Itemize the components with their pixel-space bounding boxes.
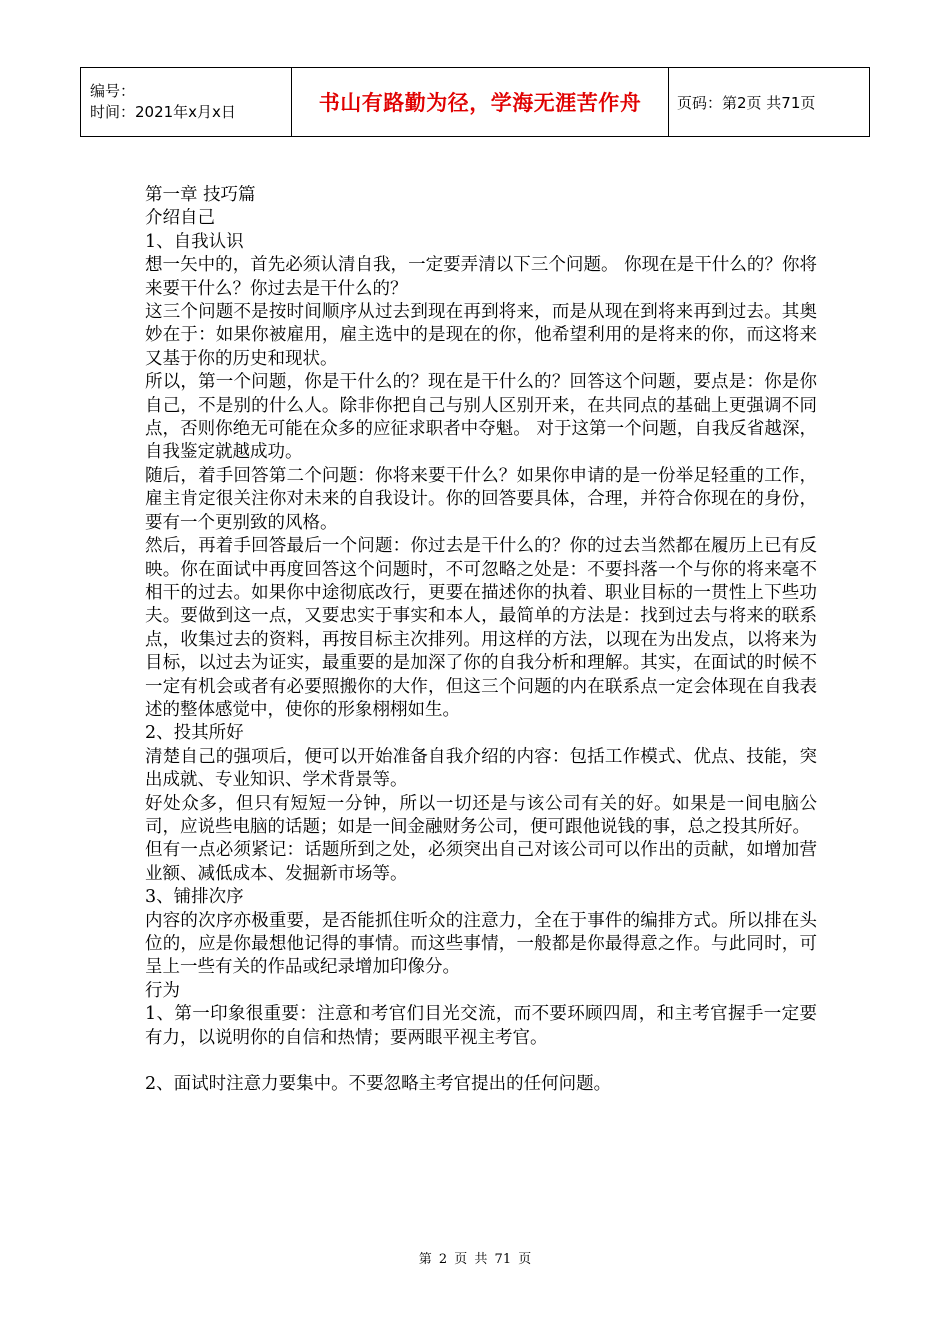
blank-line xyxy=(145,1050,817,1073)
paragraph: 但有一点必须紧记：话题所到之处，必须突出自己对该公司可以作出的贡献，如增加营业额、减低成本、发掘新市场等。 xyxy=(145,840,817,884)
page-footer: 第 2 页 共 71 页 xyxy=(418,1252,532,1267)
paragraph: 想一矢中的，首先必须认清自我，一定要弄清以下三个问题。 你现在是干什么的？你将来要干什么？你过去是干什么的？ xyxy=(145,255,817,299)
header-date-label: 时间：2021年x月x日 xyxy=(90,103,236,121)
paragraph: 所以，第一个问题，你是干什么的？现在是干什么的？回答这个问题，要点是：你是你自己，不是别的什么人。除非你把自己与别人区别开来，在共同点的基础上更强调不同点，否则你绝无可能在众多的应征求职者中夺魁。 对于这第一个问题，自我反省越深，自我鉴定就越成功。 xyxy=(145,372,817,463)
subsection-heading: 2、投其所好 xyxy=(145,723,244,744)
paragraph: 2、面试时注意力要集中。不要忽略主考官提出的任何问题。 xyxy=(145,1074,612,1095)
paragraph: 好处众多，但只有短短一分钟，所以一切还是与该公司有关的好。如果是一间电脑公司，应说些电脑的话题；如是一间金融财务公司，便可跟他说钱的事，总之投其所好。 xyxy=(145,793,817,837)
subsection-heading: 1、自我认识 xyxy=(145,231,244,252)
paragraph: 1、第一印象很重要：注意和考官们目光交流，而不要环顾四周，和主考官握手一定要有力，以说明你的自信和热情；要两眼平视主考官。 xyxy=(145,1004,817,1048)
header-number-label: 编号： xyxy=(90,82,136,100)
document-body xyxy=(145,184,817,1097)
header-motto: 书山有路勤为径，学海无涯苦作舟 xyxy=(292,68,669,137)
paragraph: 这三个问题不是按时间顺序从过去到现在再到将来，而是从现在到将来再到过去。其奥妙在于：如果你被雇用，雇主选中的是现在的你，他希望利用的是将来的你，而这将来又基于你的历史和现状。 xyxy=(145,302,817,369)
paragraph: 内容的次序亦极重要，是否能抓住听众的注意力，全在于事件的编排方式。所以排在头位的，应是你最想他记得的事情。而这些事情，一般都是你最得意之作。与此同时，可呈上一些有关的作品或纪录增加印像分。 xyxy=(145,910,817,978)
section-heading: 介绍自己 xyxy=(145,208,215,229)
paragraph: 然后，再着手回答最后一个问题：你过去是干什么的？你的过去当然都在履历上已有反映。你在面试中再度回答这个问题时，不可忽略之处是：不要抖落一个与你的将来毫不相干的过去。如果你中途彻底改行，更要在描述你的执着、职业目标的一贯性上下些功夫。要做到这一点，又要忠实于事实和本人，最简单的方法是：找到过去与将来的联系点，收集过去的资料，再按目标主次排列。用这样的方法，以现在为出发点，以将来为目标，以过去为证实，最重要的是加深了你的自我分析和理解。其实，在面试的时候不一定有机会或者有必要照搬你的大作，但这三个问题的内在联系点一定会体现在自我表述的整体感觉中，使你的形象栩栩如生。 xyxy=(145,536,817,720)
paragraph: 清楚自己的强项后，便可以开始准备自我介绍的内容：包括工作模式、优点、技能，突出成就、专业知识、学术背景等。 xyxy=(145,746,817,791)
paragraph: 随后，着手回答第二个问题：你将来要干什么？如果你申请的是一份举足轻重的工作，雇主肯定很关注你对未来的自我设计。你的回答要具体，合理，并符合你现在的身份，要有一个更别致的风格。 xyxy=(145,465,817,533)
chapter-title: 第一章 技巧篇 xyxy=(145,185,256,205)
header-page-info: 页码：第2页 共71页 xyxy=(669,68,870,137)
section-heading: 行为 xyxy=(145,980,180,1001)
document-header xyxy=(80,67,870,137)
header-meta-cell xyxy=(81,68,292,137)
subsection-heading: 3、铺排次序 xyxy=(145,887,244,908)
